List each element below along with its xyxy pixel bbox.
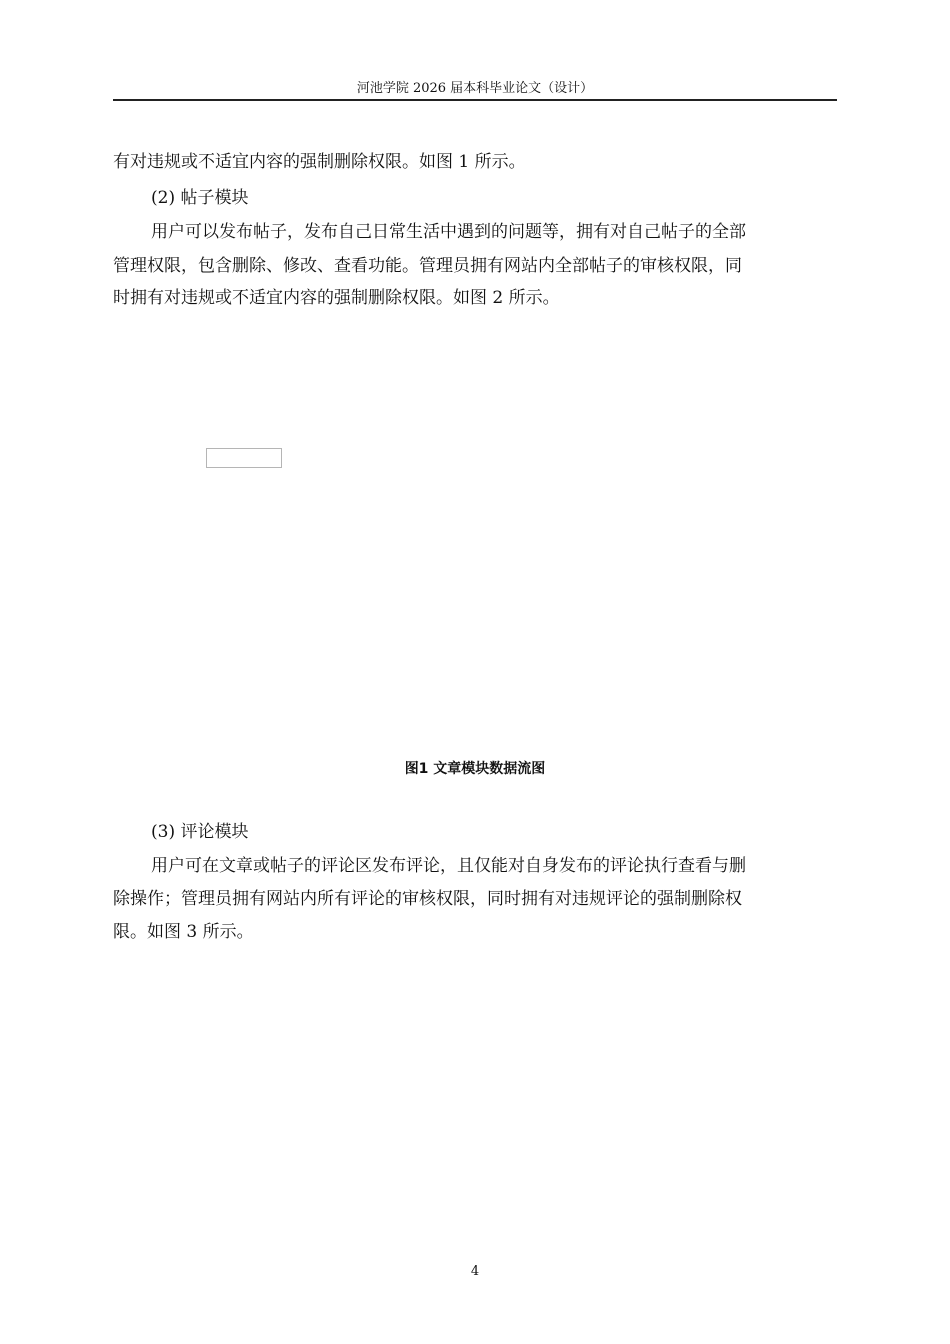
page-number: 4 xyxy=(470,1264,480,1279)
comment-module-line-1: 用户可在文章或帖子的评论区发布评论，且仅能对自身发布的评论执行查看与删 xyxy=(151,856,746,876)
comment-module-line-2: 除操作；管理员拥有网站内所有评论的审核权限，同时拥有对违规评论的强制删除权 xyxy=(113,889,742,909)
post-module-line-3: 时拥有对违规或不适宜内容的强制删除权限。如图 2 所示。 xyxy=(113,288,560,308)
article-module-tail-text: 有对违规或不适宜内容的强制删除权限。如图 1 所示。 xyxy=(113,152,526,172)
post-module-line-2: 管理权限，包含删除、修改、查看功能。管理员拥有网站内全部帖子的审核权限，同 xyxy=(113,256,742,276)
running-header: 河池学院 2026 届本科毕业论文（设计） xyxy=(356,81,594,96)
post-module-heading: (2) 帖子模块 xyxy=(151,188,249,208)
figure-1-image-placeholder xyxy=(206,448,282,468)
comment-module-line-3: 限。如图 3 所示。 xyxy=(113,922,254,942)
figure-1-caption: 图1 文章模块数据流图 xyxy=(404,761,546,777)
header-rule xyxy=(113,99,837,101)
comment-module-heading: (3) 评论模块 xyxy=(151,822,249,842)
post-module-line-1: 用户可以发布帖子，发布自己日常生活中遇到的问题等，拥有对自己帖子的全部 xyxy=(151,222,746,242)
figure-1-area xyxy=(113,325,837,745)
